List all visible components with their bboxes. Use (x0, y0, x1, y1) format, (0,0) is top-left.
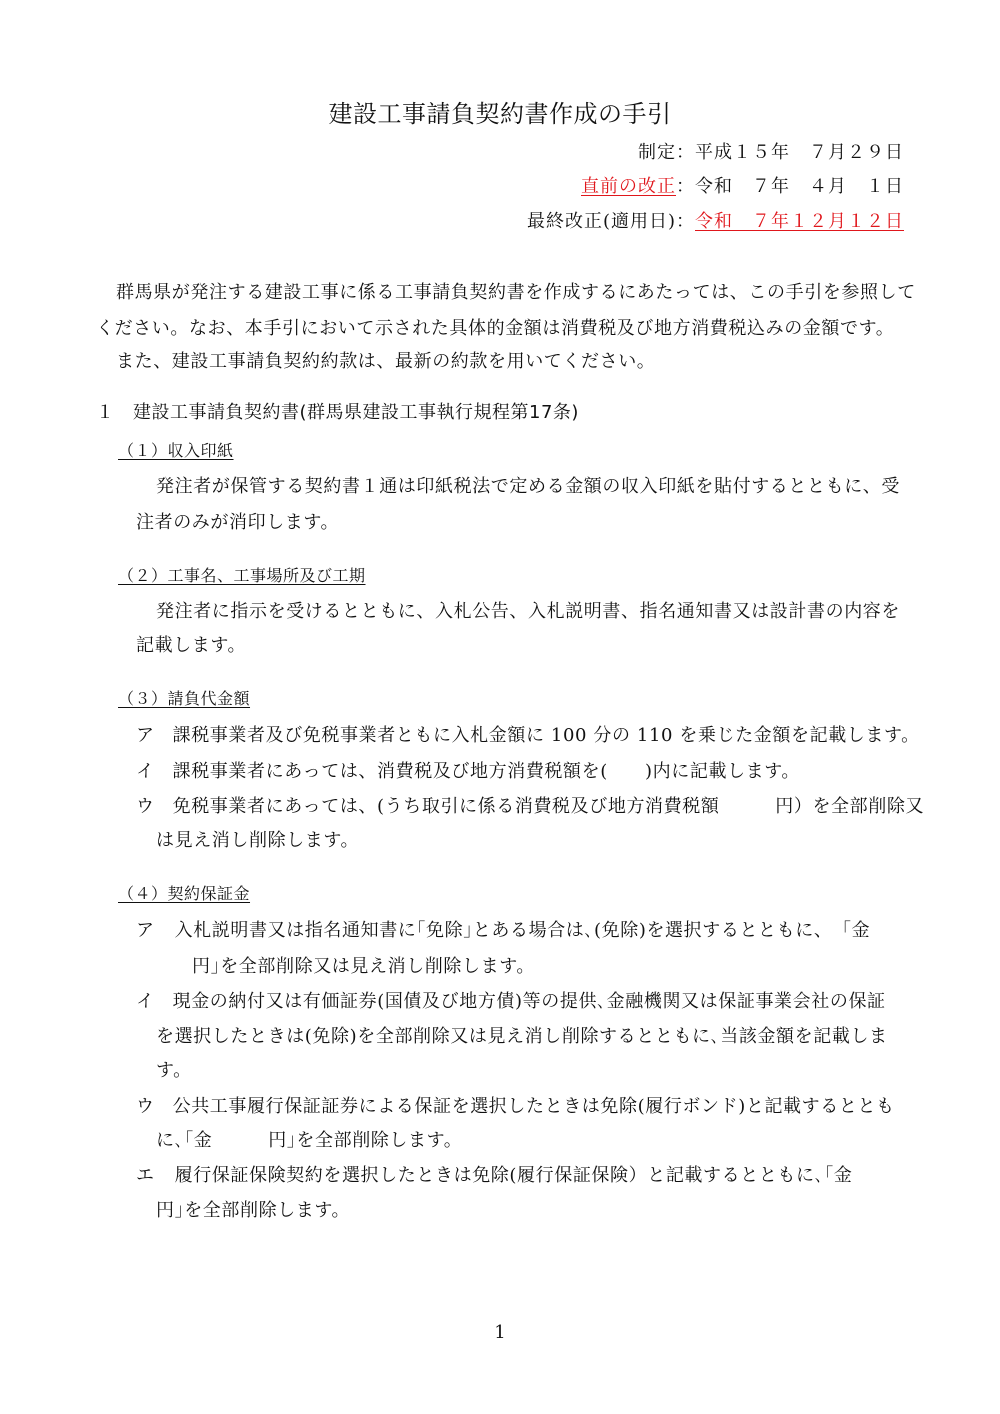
deposit-item-e-line-2: 円｣を全部削除します。 (156, 1200, 351, 1221)
item-text: 公共工事履行保証証券による保証を選択したときは免除(履行ボンド)と記載するととも (172, 1096, 895, 1117)
previous-revision-sep: ： (676, 176, 695, 197)
section-1-heading: １ 建設工事請負契約書(群馬県建設工事執行規程第17条) (96, 402, 579, 423)
deposit-item-a-line-2: 円｣を全部削除又は見え消し削除します。 (192, 956, 535, 977)
item-text: 入札説明書又は指名通知書に｢免除｣とある場合は､(免除)を選択するとともに、 「金 (174, 920, 871, 941)
deposit-item-a (136, 916, 870, 942)
item-text: 現金の納付又は有価証券(国債及び地方債)等の提供､金融機関又は保証事業会社の保証 (172, 991, 886, 1012)
enacted-value: 平成１５年 ７月２９日 (695, 142, 904, 163)
previous-revision-value: 令和 ７年 ４月 １日 (695, 176, 904, 197)
item-marker: イ (136, 991, 155, 1012)
item-marker: ア (136, 725, 155, 746)
contract-amount-item-u-line-2: は見え消し削除します。 (156, 830, 360, 851)
enacted-date-line (638, 138, 904, 164)
revenue-stamp-line-2: 注者のみが消印します。 (136, 512, 340, 533)
revenue-stamp-line-1: 発注者が保管する契約書１通は印紙税法で定める金額の収入印紙を貼付するとともに、受 (156, 476, 900, 497)
deposit-item-u-line-2: に､｢金 円｣を全部削除します。 (156, 1130, 463, 1151)
project-name-line-2: 記載します。 (136, 635, 247, 656)
deposit-item-i-line-3: す。 (156, 1060, 192, 1081)
enacted-label: 制定： (638, 142, 695, 163)
deposit-item-e (136, 1161, 852, 1187)
deposit-item-i-line-2: を選択したときは(免除)を全部削除又は見え消し削除するとともに､当該金額を記載しま (156, 1026, 888, 1047)
project-name-line-1: 発注者に指示を受けるとともに、入札公告、入札説明書、指名通知書又は設計書の内容を (156, 601, 900, 622)
sub-heading-contract-deposit: （４）契約保証金 (118, 884, 251, 903)
intro-line-1: 群馬県が発注する建設工事に係る工事請負契約書を作成するにあたっては、この手引を参照して (116, 282, 916, 303)
final-revision-value: 令和 ７年１２月１２日 (695, 211, 904, 232)
deposit-item-i (136, 987, 886, 1013)
sub-heading-revenue-stamp: （１）収入印紙 (118, 441, 234, 460)
item-text: 課税事業者にあっては、消費税及び地方消費税額を( )内に記載します。 (172, 761, 801, 782)
item-text: 免税事業者にあっては、(うち取引に係る消費税及び地方消費税額 円）を全部削除又 (172, 796, 925, 817)
document-title: 建設工事請負契約書作成の手引 (328, 100, 672, 128)
item-marker: エ (136, 1165, 155, 1186)
deposit-item-u (136, 1092, 895, 1118)
contract-amount-item-a (136, 721, 920, 747)
previous-revision-label: 直前の改正 (581, 176, 676, 197)
item-marker: ウ (136, 796, 155, 817)
item-text: 課税事業者及び免税事業者ともに入札金額に 100 分の 110 を乗じた金額を記載します。 (172, 725, 920, 746)
sub-heading-contract-amount: （３）請負代金額 (118, 689, 251, 708)
item-marker: ア (136, 920, 155, 941)
sub-heading-project-name: （２）工事名、工事場所及び工期 (118, 566, 366, 585)
final-revision-label: 最終改正(適用日)： (526, 211, 695, 232)
contract-amount-item-i (136, 757, 800, 783)
intro-line-3: また、建設工事請負契約約款は、最新の約款を用いてください。 (116, 351, 656, 372)
item-marker: ウ (136, 1096, 155, 1117)
intro-line-2: ください。なお、本手引において示された具体的金額は消費税及び地方消費税込みの金額です。 (96, 318, 895, 339)
final-revision-line (527, 207, 904, 233)
contract-amount-item-u (136, 792, 924, 818)
page-number: 1 (494, 1322, 506, 1343)
item-text: 履行保証保険契約を選択したときは免除(履行保証保険）と記載するとともに､｢金 (174, 1165, 853, 1186)
item-marker: イ (136, 761, 155, 782)
previous-revision-line (581, 172, 904, 198)
